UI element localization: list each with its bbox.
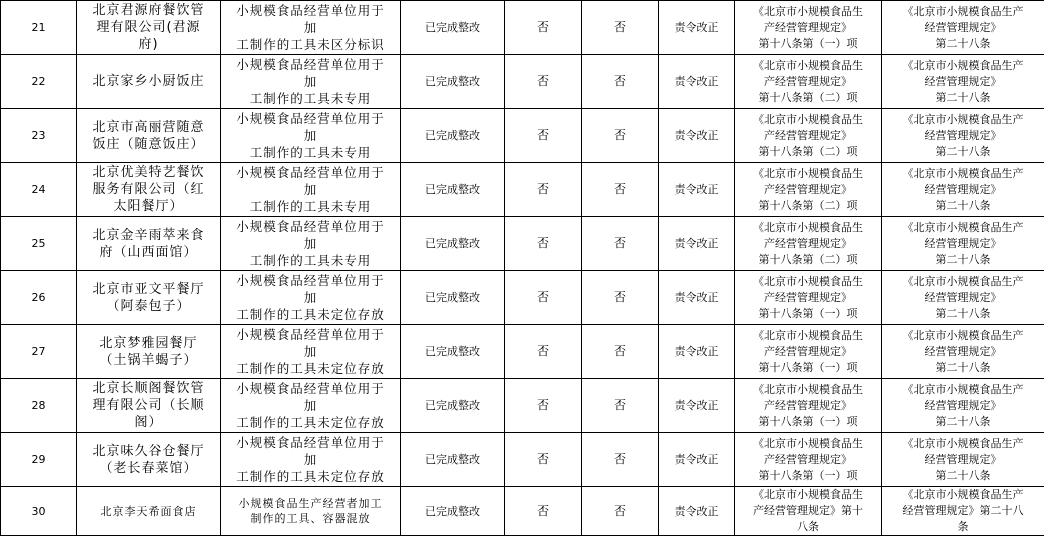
status-cell: 已完成整改	[401, 55, 505, 109]
issue-line: 工制作的工具未专用	[223, 144, 398, 161]
basis-line: 产经营管理规定》	[737, 182, 879, 198]
penalty-cell	[882, 163, 1044, 217]
basis-cell	[735, 433, 882, 487]
penalty-line: 《北京市小规模食品生产	[884, 166, 1042, 182]
issue-line: 小规模食品经营单位用于	[223, 326, 398, 343]
issue-line: 加	[223, 73, 398, 90]
business-name-line: 府（山西面馆）	[79, 244, 218, 261]
penalty-cell	[882, 271, 1044, 325]
business-name-cell	[77, 379, 221, 433]
basis-line: 第十八条第（二）项	[737, 90, 879, 106]
flag-a-cell: 否	[505, 379, 582, 433]
flag-b-cell: 否	[582, 217, 659, 271]
basis-cell	[735, 271, 882, 325]
table-row	[1, 325, 1044, 379]
status-cell: 已完成整改	[401, 379, 505, 433]
flag-b-cell: 否	[582, 325, 659, 379]
issue-cell	[221, 433, 401, 487]
basis-line: 产经营管理规定》	[737, 236, 879, 252]
action-cell: 责令改正	[659, 55, 735, 109]
basis-cell	[735, 325, 882, 379]
basis-line: 产经营管理规定》	[737, 290, 879, 306]
penalty-line: 《北京市小规模食品生产	[884, 328, 1042, 344]
penalty-line: 《北京市小规模食品生产	[884, 436, 1042, 452]
business-name-cell	[77, 163, 221, 217]
penalty-line: 《北京市小规模食品生产	[884, 274, 1042, 290]
penalty-line: 第二十八条	[884, 414, 1042, 430]
issue-line: 小规模食品经营单位用于	[223, 56, 398, 73]
flag-a-cell: 否	[505, 487, 582, 536]
issue-line: 工制作的工具未定位存放	[223, 468, 398, 485]
penalty-line: 《北京市小规模食品生产	[884, 382, 1042, 398]
action-cell: 责令改正	[659, 1, 735, 55]
business-name-cell	[77, 217, 221, 271]
basis-line: 《北京市小规模食品生	[737, 487, 879, 503]
issue-line: 小规模食品经营单位用于	[223, 434, 398, 451]
penalty-line: 经营管理规定》	[884, 290, 1042, 306]
basis-line: 《北京市小规模食品生	[737, 328, 879, 344]
issue-line: 工制作的工具未定位存放	[223, 360, 398, 377]
basis-line: 第十八条第（一）项	[737, 36, 879, 52]
issue-line: 工制作的工具未定位存放	[223, 414, 398, 431]
issue-line: 小规模食品经营单位用于	[223, 2, 398, 19]
flag-b-cell: 否	[582, 1, 659, 55]
issue-line: 小规模食品经营单位用于	[223, 110, 398, 127]
basis-line: 产经营管理规定》	[737, 128, 879, 144]
penalty-line: 第二十八条	[884, 468, 1042, 484]
business-name-cell	[77, 433, 221, 487]
basis-cell	[735, 109, 882, 163]
penalty-cell	[882, 109, 1044, 163]
flag-b-cell: 否	[582, 163, 659, 217]
action-cell: 责令改正	[659, 163, 735, 217]
action-cell: 责令改正	[659, 433, 735, 487]
issue-line: 加	[223, 181, 398, 198]
basis-line: 八条	[737, 519, 879, 535]
issue-line: 小规模食品生产经营者加工	[223, 496, 398, 511]
business-name-line: （老长春菜馆）	[79, 460, 218, 477]
basis-line: 第十八条第（一）项	[737, 468, 879, 484]
basis-line: 产经营管理规定》	[737, 398, 879, 414]
action-cell: 责令改正	[659, 109, 735, 163]
basis-line: 产经营管理规定》	[737, 452, 879, 468]
basis-cell	[735, 55, 882, 109]
basis-line: 产经营管理规定》第十	[737, 503, 879, 519]
penalty-line: 经营管理规定》	[884, 398, 1042, 414]
row-number-cell: 23	[1, 109, 77, 163]
business-name-cell	[77, 325, 221, 379]
penalty-cell	[882, 217, 1044, 271]
basis-cell	[735, 1, 882, 55]
business-name-line: （阿泰包子）	[79, 298, 218, 315]
status-cell: 已完成整改	[401, 271, 505, 325]
basis-line: 第十八条第（一）项	[737, 360, 879, 376]
issue-line: 加	[223, 289, 398, 306]
penalty-line: 《北京市小规模食品生产	[884, 58, 1042, 74]
flag-a-cell: 否	[505, 1, 582, 55]
business-name-line: 太阳餐厅）	[79, 198, 218, 215]
table-row	[1, 109, 1044, 163]
flag-a-cell: 否	[505, 217, 582, 271]
issue-cell	[221, 217, 401, 271]
penalty-line: 第二十八条	[884, 198, 1042, 214]
row-number-cell: 22	[1, 55, 77, 109]
business-name-cell	[77, 487, 221, 536]
penalty-line: 经营管理规定》	[884, 128, 1042, 144]
basis-line: 《北京市小规模食品生	[737, 220, 879, 236]
penalty-line: 第二十八条	[884, 306, 1042, 322]
issue-cell	[221, 487, 401, 536]
penalty-line: 《北京市小规模食品生产	[884, 220, 1042, 236]
row-number-cell: 21	[1, 1, 77, 55]
table-row	[1, 163, 1044, 217]
table-row	[1, 487, 1044, 536]
row-number-cell: 28	[1, 379, 77, 433]
flag-b-cell: 否	[582, 433, 659, 487]
basis-line: 《北京市小规模食品生	[737, 436, 879, 452]
issue-line: 制作的工具、容器混放	[223, 511, 398, 526]
flag-a-cell: 否	[505, 55, 582, 109]
basis-line: 第十八条第（一）项	[737, 306, 879, 322]
business-name-line: 服务有限公司（红	[79, 181, 218, 198]
issue-line: 加	[223, 397, 398, 414]
basis-line: 《北京市小规模食品生	[737, 112, 879, 128]
penalty-cell	[882, 1, 1044, 55]
penalty-cell	[882, 433, 1044, 487]
penalty-cell	[882, 487, 1044, 536]
penalty-line: 经营管理规定》	[884, 74, 1042, 90]
table-body	[1, 1, 1044, 536]
status-cell: 已完成整改	[401, 433, 505, 487]
basis-line: 《北京市小规模食品生	[737, 4, 879, 20]
penalty-line: 第二十八条	[884, 90, 1042, 106]
flag-b-cell: 否	[582, 271, 659, 325]
business-name-line: （土锅羊蝎子）	[79, 352, 218, 369]
business-name-line: 理有限公司(君源	[79, 19, 218, 36]
table-row	[1, 55, 1044, 109]
issue-line: 加	[223, 127, 398, 144]
basis-line: 《北京市小规模食品生	[737, 58, 879, 74]
business-name-line: 北京味久谷仓餐厅	[79, 443, 218, 460]
status-cell: 已完成整改	[401, 1, 505, 55]
issue-cell	[221, 163, 401, 217]
penalty-line: 《北京市小规模食品生产	[884, 487, 1042, 503]
basis-line: 产经营管理规定》	[737, 20, 879, 36]
issue-cell	[221, 325, 401, 379]
business-name-line: 饭庄（随意饭庄）	[79, 136, 218, 153]
status-cell: 已完成整改	[401, 325, 505, 379]
business-name-line: 北京梦雅园餐厅	[79, 335, 218, 352]
table-row	[1, 271, 1044, 325]
business-name-cell	[77, 1, 221, 55]
status-cell: 已完成整改	[401, 487, 505, 536]
basis-line: 《北京市小规模食品生	[737, 274, 879, 290]
penalty-line: 条	[884, 519, 1042, 535]
penalty-line: 第二十八条	[884, 360, 1042, 376]
status-cell: 已完成整改	[401, 217, 505, 271]
row-number-cell: 26	[1, 271, 77, 325]
issue-line: 小规模食品经营单位用于	[223, 380, 398, 397]
issue-line: 工制作的工具未区分标识	[223, 36, 398, 53]
row-number-cell: 29	[1, 433, 77, 487]
issue-line: 小规模食品经营单位用于	[223, 218, 398, 235]
flag-a-cell: 否	[505, 109, 582, 163]
table-row	[1, 379, 1044, 433]
business-name-line: 北京市亚文平餐厅	[79, 281, 218, 298]
issue-cell	[221, 379, 401, 433]
issue-line: 加	[223, 343, 398, 360]
penalty-line: 第二十八条	[884, 252, 1042, 268]
issue-line: 加	[223, 451, 398, 468]
penalty-line: 经营管理规定》	[884, 452, 1042, 468]
penalty-cell	[882, 325, 1044, 379]
penalty-cell	[882, 379, 1044, 433]
basis-cell	[735, 487, 882, 536]
action-cell: 责令改正	[659, 487, 735, 536]
penalty-line: 《北京市小规模食品生产	[884, 4, 1042, 20]
penalty-line: 《北京市小规模食品生产	[884, 112, 1042, 128]
status-cell: 已完成整改	[401, 109, 505, 163]
action-cell: 责令改正	[659, 271, 735, 325]
business-name-line: 北京君源府餐饮管	[79, 2, 218, 19]
business-name-line: 北京家乡小厨饭庄	[79, 73, 218, 90]
basis-line: 第十八条第（二）项	[737, 144, 879, 160]
issue-cell	[221, 55, 401, 109]
row-number-cell: 25	[1, 217, 77, 271]
business-name-line: 阁）	[79, 414, 218, 431]
flag-b-cell: 否	[582, 109, 659, 163]
table-row	[1, 433, 1044, 487]
basis-line: 第十八条第（二）项	[737, 198, 879, 214]
penalty-line: 经营管理规定》	[884, 182, 1042, 198]
penalty-line: 第二十八条	[884, 144, 1042, 160]
penalty-line: 经营管理规定》第二十八	[884, 503, 1042, 519]
table-row	[1, 1, 1044, 55]
flag-a-cell: 否	[505, 163, 582, 217]
issue-line: 工制作的工具未专用	[223, 252, 398, 269]
basis-line: 第十八条第（一）项	[737, 414, 879, 430]
table-row	[1, 217, 1044, 271]
business-name-line: 北京长顺阁餐饮管	[79, 380, 218, 397]
penalty-line: 经营管理规定》	[884, 236, 1042, 252]
business-name-line: 北京优美特艺餐饮	[79, 164, 218, 181]
flag-b-cell: 否	[582, 55, 659, 109]
basis-line: 产经营管理规定》	[737, 74, 879, 90]
flag-a-cell: 否	[505, 433, 582, 487]
issue-line: 小规模食品经营单位用于	[223, 164, 398, 181]
basis-cell	[735, 217, 882, 271]
flag-b-cell: 否	[582, 379, 659, 433]
action-cell: 责令改正	[659, 217, 735, 271]
issue-line: 加	[223, 19, 398, 36]
basis-line: 《北京市小规模食品生	[737, 166, 879, 182]
basis-line: 《北京市小规模食品生	[737, 382, 879, 398]
business-name-line: 理有限公司（长顺	[79, 397, 218, 414]
business-name-line: 北京金辛雨萃来食	[79, 227, 218, 244]
issue-line: 小规模食品经营单位用于	[223, 272, 398, 289]
action-cell: 责令改正	[659, 325, 735, 379]
status-cell: 已完成整改	[401, 163, 505, 217]
business-name-cell	[77, 109, 221, 163]
penalty-line: 第二十八条	[884, 36, 1042, 52]
row-number-cell: 27	[1, 325, 77, 379]
issue-line: 工制作的工具未专用	[223, 198, 398, 215]
business-name-cell	[77, 271, 221, 325]
row-number-cell: 30	[1, 487, 77, 536]
action-cell: 责令改正	[659, 379, 735, 433]
flag-b-cell: 否	[582, 487, 659, 536]
issue-cell	[221, 1, 401, 55]
business-name-line: 府)	[79, 36, 218, 53]
issue-cell	[221, 109, 401, 163]
issue-line: 工制作的工具未定位存放	[223, 306, 398, 323]
business-name-line: 北京市高丽营随意	[79, 119, 218, 136]
basis-cell	[735, 163, 882, 217]
basis-line: 第十八条第（二）项	[737, 252, 879, 268]
penalty-line: 经营管理规定》	[884, 344, 1042, 360]
flag-a-cell: 否	[505, 271, 582, 325]
basis-cell	[735, 379, 882, 433]
penalty-line: 经营管理规定》	[884, 20, 1042, 36]
business-name-line: 北京李天希面食店	[79, 504, 218, 519]
basis-line: 产经营管理规定》	[737, 344, 879, 360]
row-number-cell: 24	[1, 163, 77, 217]
flag-a-cell: 否	[505, 325, 582, 379]
issue-cell	[221, 271, 401, 325]
business-name-cell	[77, 55, 221, 109]
issue-line: 工制作的工具未专用	[223, 90, 398, 107]
issue-line: 加	[223, 235, 398, 252]
penalty-cell	[882, 55, 1044, 109]
